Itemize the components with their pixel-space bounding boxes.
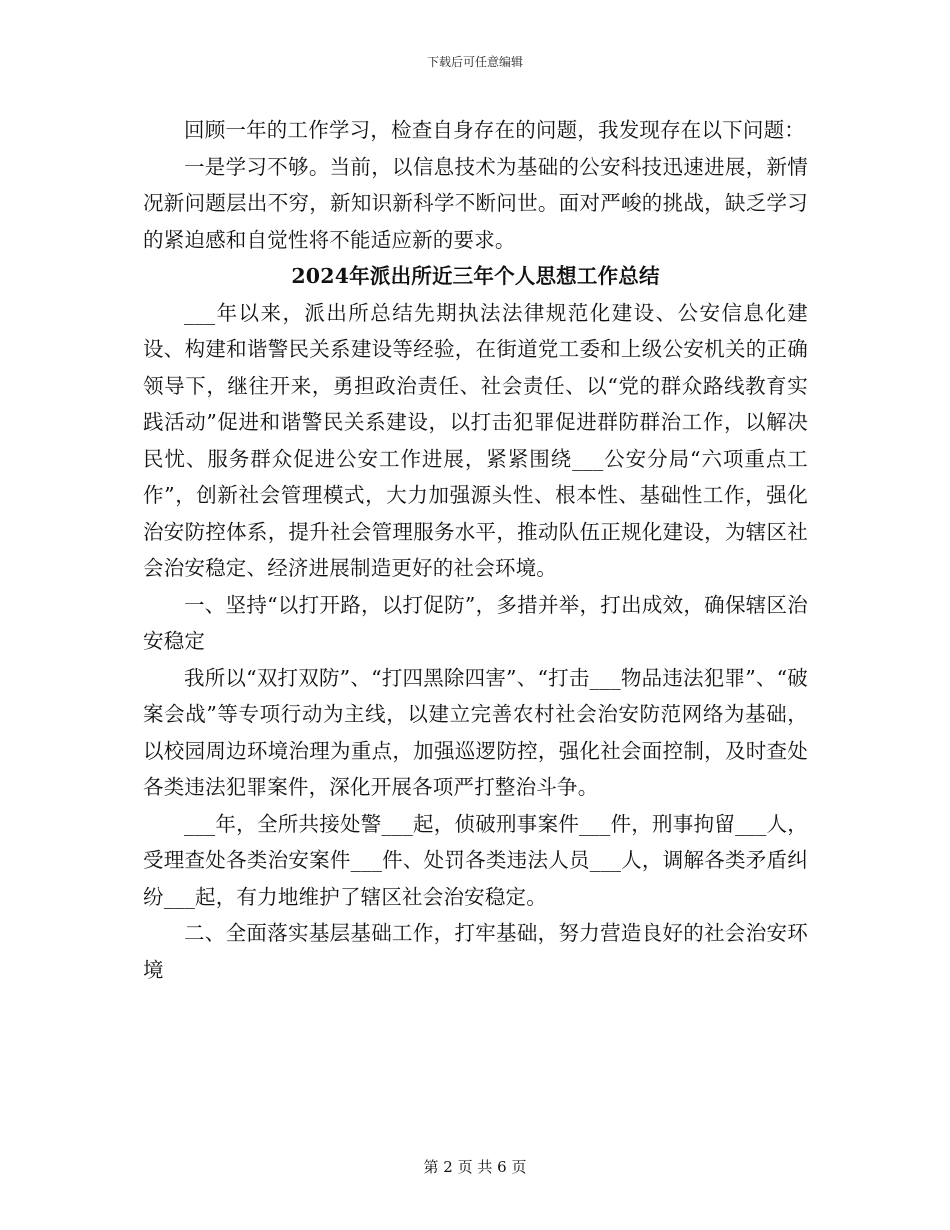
section-heading-1: 一、坚持“以打开路，以打促防”，多措并举，打出成效，确保辖区治安稳定	[143, 592, 808, 653]
page-number: 第 2 页 共 6 页	[423, 1158, 527, 1176]
paragraph-special-actions: 我所以“双打双防”、“打四黑除四害”、“打击___物品违法犯罪”、“破案会战”等专项行动为主线，以建立完善农村社会治安防范网络为基础，以校园周边环境治理为重点，加强巡逻防控，强化社会面控制，及时查处各类违法犯罪案件，深化开展各项严打整治斗争。	[143, 665, 808, 799]
paragraph-overview: ___年以来，派出所总结先期执法法律规范化建设、公安信息化建设、构建和谐警民关系建设等经验，在街道党工委和上级公安机关的正确领导下，继往开来，勇担政治责任、社会责任、以“党的群众路线教育实践活动”促进和谐警民关系建设，以打击犯罪促进群防群治工作，以解决民忧、服务群众促进公安工作进展，紧紧围绕___公安分局“六项重点工作”，创新社会管理模式，大力加强源头性、根本性、基础性工作，强化治安防控体系，提升社会管理服务水平，推动队伍正规化建设，为辖区社会治安稳定、经济进展制造更好的社会环境。	[143, 300, 808, 580]
document-body	[143, 112, 808, 988]
page-header-note: 下载后可任意编辑	[426, 55, 523, 69]
paragraph-study-insufficient: 一是学习不够。当前，以信息技术为基础的公安科技迅速进展，新情况新问题层出不穷，新知识新科学不断问世。面对严峻的挑战，缺乏学习的紧迫感和自觉性将不能适应新的要求。	[143, 154, 808, 252]
document-title: 2024年派出所近三年个人思想工作总结	[291, 264, 660, 288]
section-heading-2: 二、全面落实基层基础工作，打牢基础，努力营造良好的社会治安环境	[143, 921, 808, 982]
paragraph-statistics: ___年，全所共接处警___起，侦破刑事案件___件，刑事拘留___人，受理查处各类治安案件___件、处罚各类违法人员___人，调解各类矛盾纠纷___起，有力地维护了辖区社会治安稳定。	[143, 811, 808, 909]
paragraph-review-intro: 回顾一年的工作学习，检查自身存在的问题，我发现存在以下问题：	[184, 118, 805, 142]
